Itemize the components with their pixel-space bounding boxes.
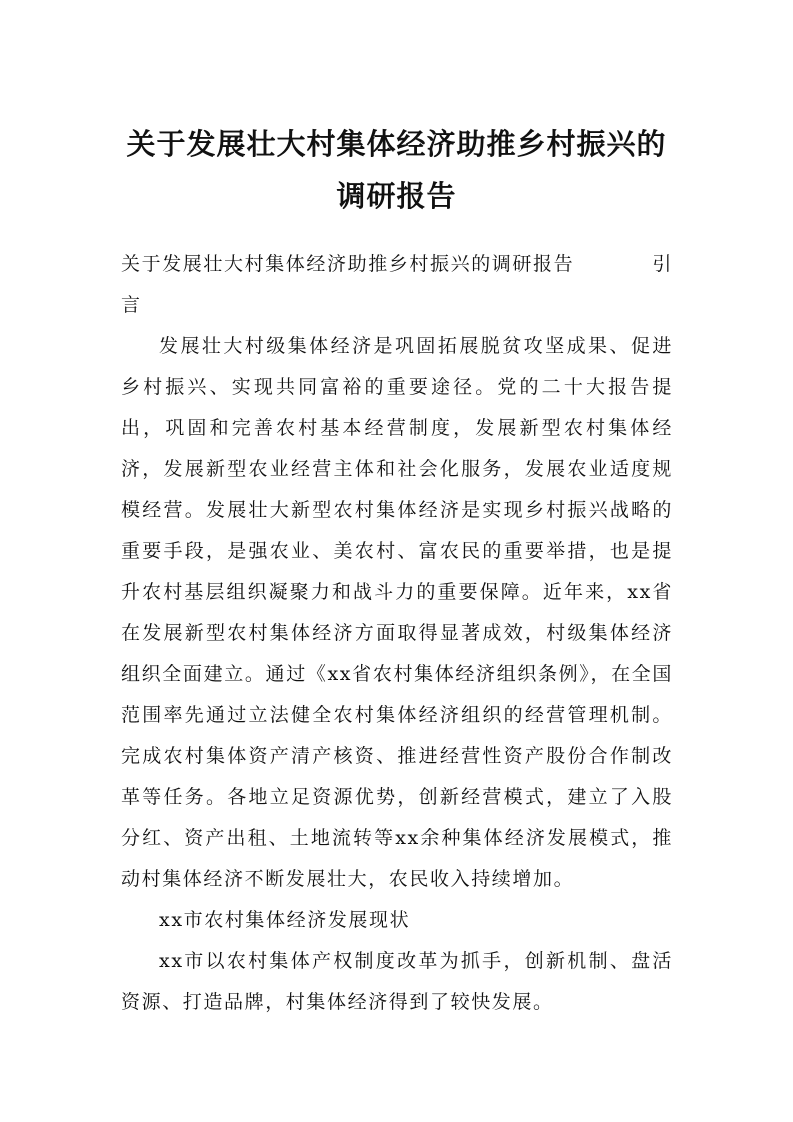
subtitle-trailing: 引	[652, 253, 673, 275]
subtitle-row	[121, 244, 673, 285]
title-line-1: 关于发展壮大村集体经济助推乡村振兴的	[126, 127, 667, 161]
title-line-2: 调研报告	[336, 179, 457, 213]
subtitle-text: 关于发展壮大村集体经济助推乡村振兴的调研报告	[121, 253, 575, 275]
section-heading: xx市农村集体经济发展现状	[159, 909, 411, 931]
document-title	[120, 118, 673, 222]
intro-heading: 言	[121, 294, 142, 316]
paragraph-1: 发展壮大村级集体经济是巩固拓展脱贫攻坚成果、促进乡村振兴、实现共同富裕的重要途径。党的二十大报告提出，巩固和完善农村基本经营制度，发展新型农村集体经济，发展新型农业经营主体和社会化服务，发展农业适度规模经营。发展壮大新型农村集体经济是实现乡村振兴战略的重要手段，是强农业、美农村、富农民的重要举措，也是提升农村基层组织凝聚力和战斗力的重要保障。近年来，xx省在发展新型农村集体经济方面取得显著成效，村级集体经济组织全面建立。通过《xx省农村集体经济组织条例》，在全国范围率先通过立法健全农村集体经济组织的经营管理机制。完成农村集体资产清产核资、推进经营性资产股份合作制改革等任务。各地立足资源优势，创新经营模式，建立了入股分红、资产出租、土地流转等xx余种集体经济发展模式，推动村集体经济不断发展壮大，农民收入持续增加。	[121, 335, 673, 890]
paragraph-2: xx市以农村集体产权制度改革为抓手，创新机制、盘活资源、打造品牌，村集体经济得到了较快发展。	[121, 950, 673, 1013]
document-body	[121, 244, 673, 1023]
